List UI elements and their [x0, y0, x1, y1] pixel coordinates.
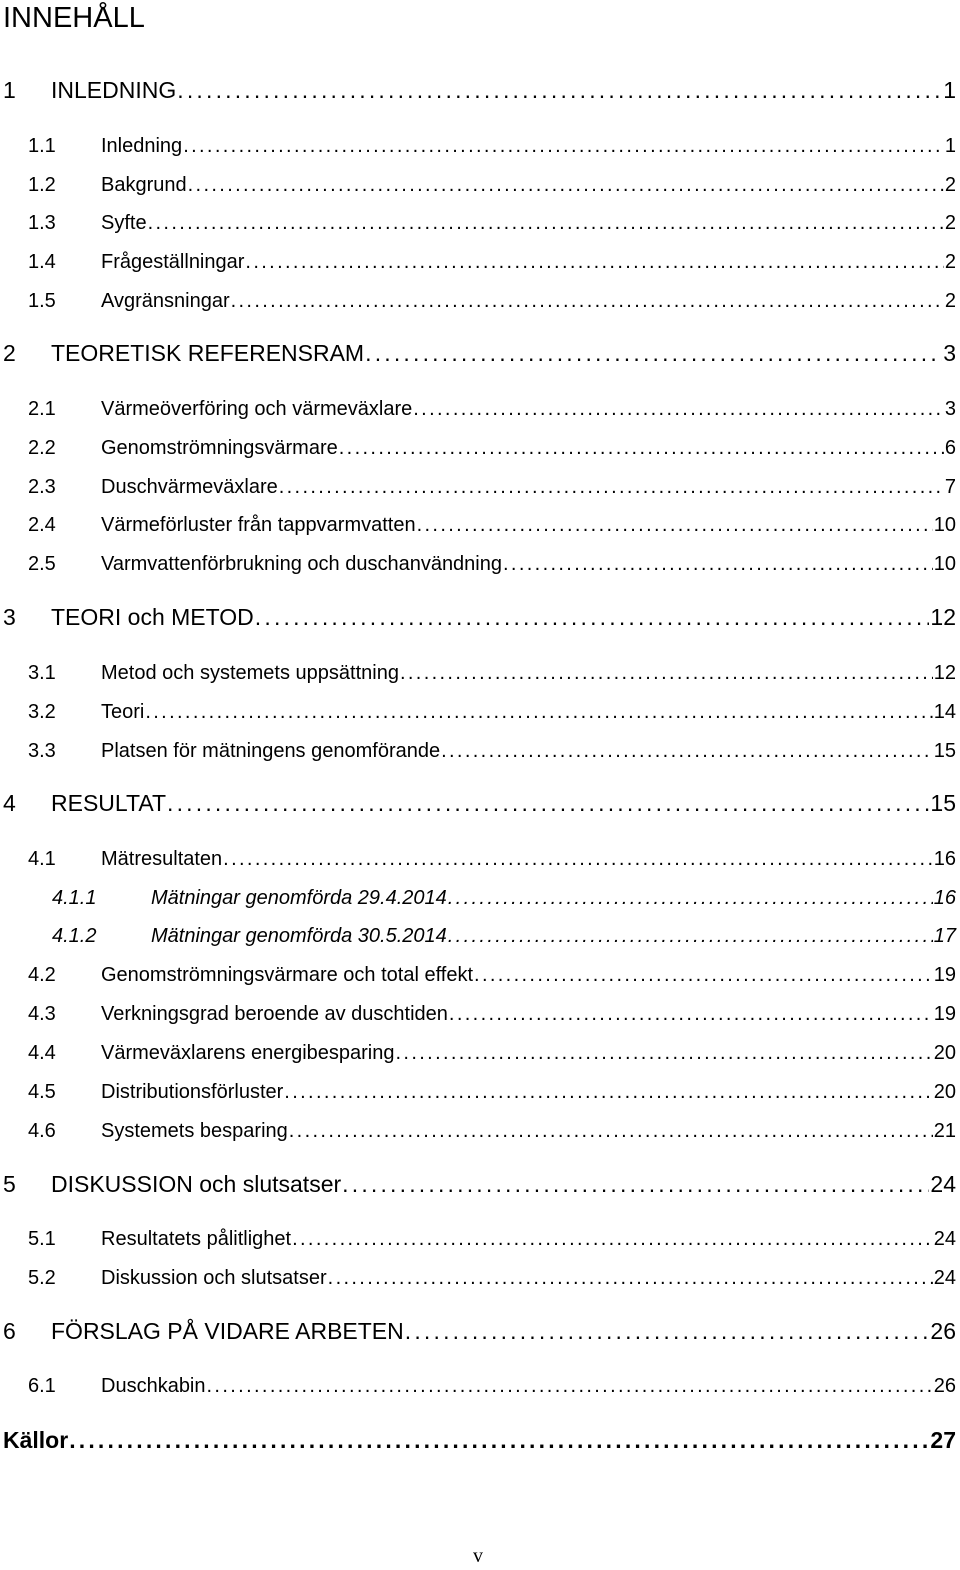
toc-entry-number: 4.1.2	[52, 925, 97, 947]
toc-entry-title: Distributionsförluster	[101, 1081, 284, 1103]
toc-entry[interactable]	[28, 512, 956, 538]
toc-entry-number: 1.4	[28, 251, 56, 273]
toc-entry-number: 5	[3, 1171, 16, 1197]
toc-entry-title: Duschvärmeväxlare	[101, 476, 278, 498]
toc-entry-page: 20	[933, 1042, 956, 1064]
toc-entry[interactable]	[28, 133, 956, 159]
toc-entry[interactable]	[28, 396, 956, 422]
dot-leader	[207, 1373, 933, 1399]
toc-entry-page: 27	[930, 1427, 956, 1453]
toc-entry-page: 19	[933, 1003, 956, 1025]
toc-entry[interactable]	[28, 1226, 956, 1252]
dot-leader	[177, 75, 942, 105]
toc-entry-page: 26	[930, 1318, 956, 1344]
toc-entry-title: Avgränsningar	[101, 290, 230, 312]
dot-leader	[245, 249, 943, 275]
toc-entry-number: 6.1	[28, 1375, 56, 1397]
toc-entry-page: 16	[933, 887, 956, 909]
toc-entry-number: 3	[3, 604, 16, 630]
dot-leader	[145, 699, 932, 725]
toc-entry-page: 2	[944, 174, 956, 196]
toc-entry[interactable]	[52, 923, 956, 949]
toc-entry-title: DISKUSSION och slutsatser	[51, 1171, 342, 1197]
toc-entry[interactable]	[28, 1040, 956, 1066]
toc-entry[interactable]	[28, 249, 956, 275]
toc-entry-number: 3.3	[28, 740, 56, 762]
toc-entry-page: 15	[933, 740, 956, 762]
dot-leader	[417, 512, 933, 538]
toc-entry-page: 2	[944, 290, 956, 312]
toc-entry-page: 7	[944, 476, 956, 498]
toc-entry-title: Värmeförluster från tappvarmvatten	[101, 514, 416, 536]
toc-entry-page: 17	[933, 925, 956, 947]
toc-entry-number: 4.4	[28, 1042, 56, 1064]
toc-entry[interactable]	[28, 738, 956, 764]
toc-entry[interactable]	[3, 1316, 956, 1346]
toc-entry[interactable]	[28, 474, 956, 500]
toc-entry-number: 3.2	[28, 701, 56, 723]
toc-entry-title: Teori	[101, 701, 145, 723]
toc-entry-page: 12	[933, 662, 956, 684]
toc-entry-number: 1.1	[28, 135, 56, 157]
toc-entry-title: Resultatets pålitlighet	[101, 1228, 292, 1250]
toc-entry[interactable]	[28, 551, 956, 577]
toc-entry-number: 4.1	[28, 848, 56, 870]
toc-entry-title: Varmvattenförbrukning och duschanvändning	[101, 553, 502, 575]
toc-entry[interactable]	[3, 788, 956, 818]
toc-entry[interactable]	[3, 602, 956, 632]
toc-entry-number: 2.5	[28, 553, 56, 575]
toc-entry-title: Duschkabin	[101, 1375, 206, 1397]
dot-leader	[188, 172, 944, 198]
toc-entry-title: FÖRSLAG PÅ VIDARE ARBETEN	[51, 1318, 404, 1344]
dot-leader	[503, 551, 933, 577]
dot-leader	[148, 210, 944, 236]
toc-entry-title: Källor	[3, 1427, 69, 1453]
toc-entry-title: TEORETISK REFERENSRAM	[51, 340, 365, 366]
toc-entry-page: 21	[933, 1120, 956, 1142]
toc-entry[interactable]	[3, 1425, 956, 1455]
dot-leader	[279, 474, 944, 500]
dot-leader	[405, 1316, 930, 1346]
dot-leader	[328, 1265, 933, 1291]
toc-entry-number: 2.2	[28, 437, 56, 459]
toc-entry-number: 2	[3, 340, 16, 366]
dot-leader	[441, 738, 933, 764]
toc-entry-page: 1	[944, 135, 956, 157]
dot-leader	[231, 288, 944, 314]
toc-entry-page: 2	[944, 212, 956, 234]
toc-entry[interactable]	[3, 338, 956, 368]
toc-entry-page: 10	[933, 553, 956, 575]
toc-entry-title: Genomströmningsvärmare och total effekt	[101, 964, 474, 986]
toc-entry-page: 1	[943, 77, 956, 103]
toc-entry-page: 3	[944, 398, 956, 420]
toc-entry-number: 5.2	[28, 1267, 56, 1289]
toc-entry[interactable]	[28, 1265, 956, 1291]
toc-entry-page: 2	[944, 251, 956, 273]
toc-entry-title: Frågeställningar	[101, 251, 245, 273]
toc-entry[interactable]	[28, 1079, 956, 1105]
dot-leader	[292, 1226, 933, 1252]
dot-leader	[413, 396, 944, 422]
toc-entry-number: 4.1.1	[52, 887, 97, 909]
toc-entry-title: Bakgrund	[101, 174, 187, 196]
toc-entry[interactable]	[52, 885, 956, 911]
toc-entry-title: RESULTAT	[51, 790, 167, 816]
toc-entry-number: 4.3	[28, 1003, 56, 1025]
toc-entry-page: 6	[944, 437, 956, 459]
dot-leader	[69, 1425, 929, 1455]
dot-leader	[342, 1169, 929, 1199]
dot-leader	[289, 1118, 933, 1144]
toc-entry-number: 2.4	[28, 514, 56, 536]
page-number: v	[473, 1545, 483, 1567]
toc-entry-title: Metod och systemets uppsättning	[101, 662, 399, 684]
toc-entry-title: Mätresultaten	[101, 848, 223, 870]
toc-entry-title: Genomströmningsvärmare	[101, 437, 338, 459]
toc-entry[interactable]	[28, 172, 956, 198]
toc-entry-number: 1.5	[28, 290, 56, 312]
dot-leader	[339, 435, 944, 461]
dot-leader	[255, 602, 930, 632]
toc-entry-page: 15	[930, 790, 956, 816]
toc-entry[interactable]	[3, 1169, 956, 1199]
toc-entry-title: Mätningar genomförda 30.5.2014	[151, 925, 447, 947]
toc-entry-title: Verkningsgrad beroende av duschtiden	[101, 1003, 448, 1025]
toc-entry[interactable]	[28, 435, 956, 461]
toc-entry-page: 14	[933, 701, 956, 723]
toc-entry-number: 1.2	[28, 174, 56, 196]
toc-entry[interactable]	[28, 962, 956, 988]
toc-entry[interactable]	[3, 75, 956, 105]
dot-leader	[474, 962, 933, 988]
dot-leader	[183, 133, 944, 159]
toc-entry-page: 26	[933, 1375, 956, 1397]
dot-leader	[449, 1001, 933, 1027]
toc-heading: INNEHÅLL	[3, 2, 145, 34]
toc-entry-page: 24	[933, 1228, 956, 1250]
toc-entry-number: 2.3	[28, 476, 56, 498]
dot-leader	[448, 923, 933, 949]
dot-leader	[400, 660, 933, 686]
toc-entry[interactable]	[28, 660, 956, 686]
dot-leader	[448, 885, 933, 911]
toc-entry-title: Värmeväxlarens energibesparing	[101, 1042, 395, 1064]
toc-entry-page: 3	[943, 340, 956, 366]
toc-entry[interactable]	[28, 846, 956, 872]
toc-entry-title: Inledning	[101, 135, 183, 157]
toc-entry-number: 2.1	[28, 398, 56, 420]
toc-entry[interactable]	[28, 288, 956, 314]
toc-entry-number: 1	[3, 77, 16, 103]
toc-entry-title: Syfte	[101, 212, 147, 234]
toc-entry-page: 24	[930, 1171, 956, 1197]
toc-entry[interactable]	[28, 699, 956, 725]
toc-entry-title: Platsen för mätningens genomförande	[101, 740, 441, 762]
toc-entry-number: 4.2	[28, 964, 56, 986]
toc-entry-page: 16	[933, 848, 956, 870]
dot-leader	[223, 846, 933, 872]
toc-entry-number: 4.6	[28, 1120, 56, 1142]
toc-entry-number: 1.3	[28, 212, 56, 234]
toc-entry-title: TEORI och METOD	[51, 604, 254, 630]
dot-leader	[167, 788, 929, 818]
toc-entry-title: Värmeöverföring och värmeväxlare	[101, 398, 413, 420]
toc-entry-title: Mätningar genomförda 29.4.2014	[151, 887, 447, 909]
toc-entry-page: 12	[930, 604, 956, 630]
toc-entry-title: Diskussion och slutsatser	[101, 1267, 327, 1289]
toc-entry[interactable]	[28, 1118, 956, 1144]
toc-entry-number: 4	[3, 790, 16, 816]
toc-entry-title: INLEDNING	[51, 77, 177, 103]
toc-entry-page: 24	[933, 1267, 956, 1289]
toc-entry[interactable]	[28, 1001, 956, 1027]
dot-leader	[365, 338, 942, 368]
toc-entry-page: 10	[933, 514, 956, 536]
toc-entry-title: Systemets besparing	[101, 1120, 288, 1142]
toc-entry-number: 4.5	[28, 1081, 56, 1103]
toc-entry-page: 19	[933, 964, 956, 986]
toc-entry[interactable]	[28, 210, 956, 236]
toc-entry-number: 6	[3, 1318, 16, 1344]
toc-entry[interactable]	[28, 1373, 956, 1399]
toc-entry-page: 20	[933, 1081, 956, 1103]
dot-leader	[396, 1040, 933, 1066]
dot-leader	[284, 1079, 932, 1105]
toc-entry-number: 5.1	[28, 1228, 56, 1250]
toc-entry-number: 3.1	[28, 662, 56, 684]
